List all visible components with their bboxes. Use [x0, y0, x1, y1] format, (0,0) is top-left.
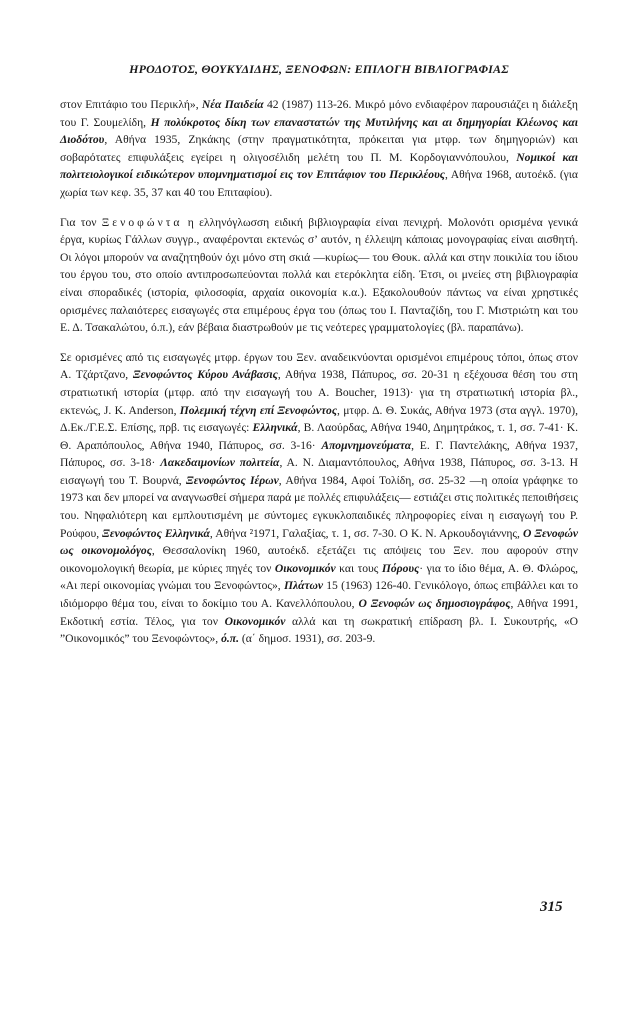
book-title: Ξενοφώντος Κύρου Ανάβασις — [132, 368, 278, 382]
body-text — [60, 96, 578, 660]
text-run: , Αθήνα 1984, Αφοί Τολίδη, σσ. 25-32 —η οποία γράφηκε το 1973 και δεν μπορεί να αναγνωσθεί σήμερα παρά με πολλές επιφυλάξεις— εστιάζει στις πολιτικές πεποιθήσεις του. Νηφαλιότερη και εμπλουτισμένη με σύντομες εγκυκλοπαιδικές πληροφορίες είναι η εισαγωγή του Ρ. Ρούφου, — [60, 473, 578, 540]
work-title: Οικονομικόν — [224, 614, 286, 628]
journal-title: Νέα Παιδεία — [201, 98, 264, 111]
text-run: , Αθήνα 1991, Εκδοτική εστία. Τέλος, για τον — [60, 597, 578, 628]
paragraph-thucydides-bibliography-end — [60, 96, 578, 202]
book-title: Λακεδαιμονίων πολιτεία — [160, 456, 280, 470]
book-title: Ελληνικά — [252, 421, 298, 435]
page-number: 315 — [540, 899, 563, 915]
book-title: Απομνημονεύματα — [321, 438, 412, 452]
book-title: Ο Ξενοφών ως οικονομολόγος — [60, 526, 579, 558]
text-run: και τους — [335, 561, 382, 575]
work-title: Πόρους — [381, 561, 420, 575]
book-title: Ξενοφώντος Ελληνικά — [102, 526, 210, 540]
text-run: , Αθήνα ²1971, Γαλαξίας, τ. 1, σσ. 7-30. Ο Κ. Ν. Αρκουδογιάννης, — [209, 526, 523, 540]
text-run: Για τον — [60, 215, 102, 229]
paragraph-xenophon-intro — [60, 214, 578, 337]
book-title: Πολεμική τέχνη επί Ξενοφώντος — [179, 403, 338, 417]
text-run: , Ε. Γ. Παντελάκης, Αθήνα 1937, Πάπυρος, σσ. 3-18· — [60, 438, 579, 470]
journal-title: Πλάτων — [283, 579, 324, 593]
text-run: , Α. Ν. Διαμαντόπουλος, Αθήνα 1938, Πάπυρος, σσ. 3-13. Η εισαγωγή του Τ. Βουρνά, — [60, 456, 578, 487]
text-run: , Αθήνα 1935, Ζηκάκης (στην πραγματικότητα, πρόκειται για μτφρ. των δημηγοριών) και σοβαρότατες επιφυλάξεις εγείρει η ολιγοσέλιδη μελέτη του Π. Μ. Κορδογιαννόπουλου, — [60, 133, 578, 164]
paragraph-xenophon-introductions — [60, 349, 578, 648]
text-run: (α΄ δημοσ. 1931), σσ. 203-9. — [239, 632, 376, 646]
book-title: Ξενοφώντος Ιέρων — [186, 473, 279, 487]
text-run: , μτφρ. Δ. Θ. Συκάς, Αθήνα 1973 (στα αγγλ. 1970), Δ.Εκ./Γ.Ε.Σ. Επίσης, πρβ. τις εισαγωγές: — [60, 403, 578, 435]
running-head: ΗΡΟΔΟΤΟΣ, ΘΟΥΚΥΔΙΔΗΣ, ΞΕΝΟΦΩΝ: ΕΠΙΛΟΓΗ ΒΙΒΛΙΟΓΡΑΦΙΑΣ — [129, 62, 509, 76]
text-run: · για το ίδιο θέμα, Α. Θ. Φλώρος, «Αι περί οικονομίας γνώμαι του Ξενοφώντος», — [60, 561, 579, 593]
book-title: Ο Ξενοφών ως δημοσιογράφος — [358, 597, 511, 611]
text-run: , Αθήνα 1968, αυτοέκδ. (για χωρία των κεφ. 35, 37 και 40 του Επιταφίου). — [60, 168, 578, 199]
text-run: , Β. Λαούρδας, Αθήνα 1940, Δημητράκος, τ. 1, σσ. 7-41· Κ. Θ. Αραπόπουλος, Αθήνα 1940, Πάπυρος, σσ. 3-16· — [60, 421, 578, 452]
text-run: αλλά και τη σωκρατική επίδραση βλ. Ι. Συκουτρής, «Ο ”Οικονομικός” του Ξενοφώντος», — [60, 614, 578, 646]
text-run: , Αθήνα 1938, Πάπυρος, σσ. 20-31 η εξέχουσα θέση του στη στρατιωτική ιστορία (μτφρ. από την εισαγωγή του A. Boucher, 1913)· για τη στρατιωτική ιστορία βλ., εκτενώς, J. K. Anderson, — [60, 368, 578, 417]
book-title: Νομικοί και πολιτειολογικοί ειδικώτερον υπομνηματισμοί εις τον Επιτάφιον του Περικλέους — [60, 150, 579, 182]
text-run: στον Επιτάφιο του Περικλή», — [60, 98, 202, 111]
op-cit: ό.π. — [221, 632, 240, 646]
spaced-name: Ξενοφώντα — [101, 215, 183, 229]
text-run: Σε ορισμένες από τις εισαγωγές μτφρ. έργων του Ξεν. αναδεικνύονται ορισμένοι επιμέρους τόποι, όπως στον Α. Τζάρτζανο, — [60, 350, 578, 382]
book-title: Η πολύκροτος δίκη των επαναστατών της Μυτιλήνης και αι δημηγορίαι Κλέωνος και Διοδότου — [60, 115, 578, 147]
text-run: 42 (1987) 113-26. Μικρό μόνο ενδιαφέρον παρουσιάζει η διάλεξη του Γ. Σουμελίδη, — [60, 98, 578, 129]
text-run: , Θεσσαλονίκη 1960, αυτοέκδ. εξετάζει τις απόψεις του Ξεν. που αφορούν στην οικονομολογική θεωρία, με κύριες πηγές τον — [60, 544, 578, 575]
work-title: Οικονομικόν — [274, 561, 336, 575]
text-run: 15 (1963) 126-40. Γενικόλογο, όπως επιβάλλει και το ιδιόμορφο θέμα του, είναι το δοκίμιο του Α. Κανελλόπουλου, — [60, 579, 579, 611]
text-run: η ελληνόγλωσση ειδική βιβλιογραφία είναι πενιχρή. Μολονότι ορισμένα γενικά έργα, κυρίως Γάλλων συγγρ., αναφέρονται εκτενώς σ’ αυτόν, η έλλειψη κάποιας μονογραφίας είναι αισθητή. Οι λόγοι μπορούν να αναζητηθούν όχι μόνο στη σκιά —κυρίως— του Θουκ. αλλά και στην ποικιλία του ίδιου του έργου του, στο οποίο αντιπροσωπεύονται πολλά και ετερόκλητα είδη. Έτσι, οι μνείες στη βιβλιογραφία είναι σποραδικές (ιστορία, φιλοσοφία, αρχαία οικονομία κ.α.). Εξακολουθούν πάντως να είναι χρηστικές ορισμένες παλαιότερες εισαγωγές στα επιμέρους έργα του (όπως του Ι. Πανταζίδη, του Γ. Μιστριώτη και του Ε. Δ. Τσακαλώτου, ό.π.), εάν βέβαια διαστρωθούν με τις νεότερες γραμματολογίες (βλ. παραπάνω). — [60, 215, 579, 335]
